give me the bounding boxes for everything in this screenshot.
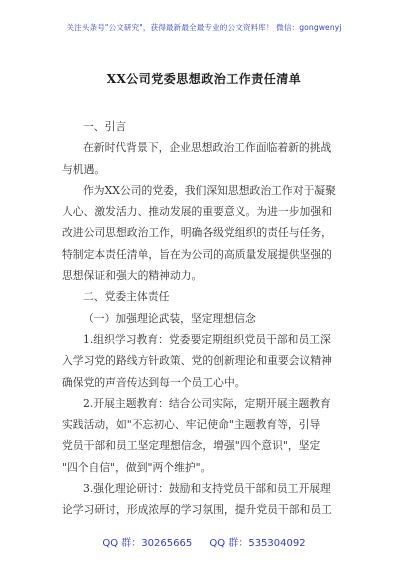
paragraph-line: 改进公司思想政治工作，明确各级党组织的责任与任务， (62, 226, 332, 240)
document-body (62, 116, 348, 521)
paragraph-line: 1.组织学习教育：党委要定期组织党员干部和员工深 (83, 332, 331, 346)
qq-group-1: QQ 群：30265665 (102, 538, 193, 549)
paragraph-line: 入学习党的路线方针政策、党的创新理论和重要会议精神 (62, 354, 332, 368)
header-note: 关注头条号"公文研究"，获得最新最全最专业的公文资料库！ 微信：gongwenyj (66, 23, 342, 32)
paragraph-line: 2.开展主题教育：结合公司实际，定期开展主题教育 (83, 396, 331, 410)
paragraph-line: （一）加强理论武装，坚定理想信念 (83, 311, 256, 325)
paragraph-line: 实践活动，如"不忘初心、牢记使命"主题教育等，引导 (62, 418, 321, 432)
paragraph-line: 作为XX公司的党委，我们深知思想政治工作对于凝聚 (83, 183, 336, 197)
paragraph-line: 在新时代背景下，企业思想政治工作面临着新的挑战 (83, 141, 332, 155)
paragraph-line: 3.强化理论研讨：鼓励和支持党员干部和员工开展理 (83, 482, 331, 496)
paragraph-line: 一、引言 (83, 120, 127, 133)
document-title: XX公司党委思想政治工作责任清单 (106, 72, 302, 86)
paragraph-line: "四个自信"，做到"两个维护"。 (62, 460, 212, 474)
paragraph-line: 论学习研讨，形成浓厚的学习氛围，提升党员干部和员工 (62, 503, 332, 517)
paragraph-line: 二、党委主体责任 (83, 290, 170, 304)
paragraph-line: 思想保证和强大的精神动力。 (62, 269, 203, 283)
paragraph-line: 人心、激发活力、推动发展的重要意义。为进一步加强和 (62, 205, 332, 219)
paragraph-line: 与机遇。 (62, 162, 106, 176)
paragraph-line: 确保党的声音传达到每一个员工心中。 (62, 375, 246, 389)
qq-group-2: QQ 群：535304092 (209, 538, 306, 549)
paragraph-line: 党员干部和员工坚定理想信念，增强"四个意识"，坚定 (62, 439, 321, 453)
footer (0, 534, 408, 549)
paragraph-line: 特制定本责任清单，旨在为公司的高质量发展提供坚强的 (62, 247, 332, 261)
